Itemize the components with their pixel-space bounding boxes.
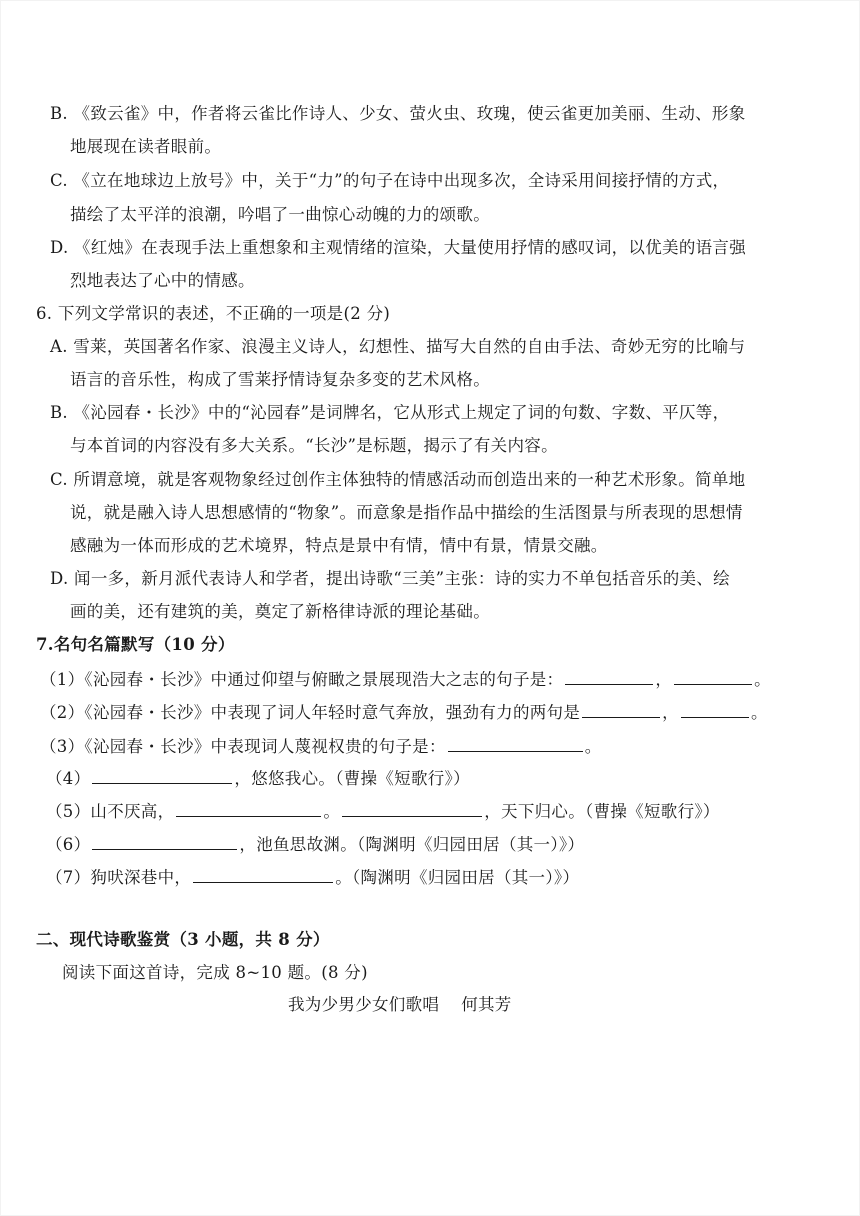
q6-option-a-line2: 语言的音乐性，构成了雪莱抒情诗复杂多变的艺术风格。 <box>70 370 490 389</box>
q6-option-d-line2: 画的美，还有建筑的美，奠定了新格律诗派的理论基础。 <box>70 602 490 621</box>
q7-item-3-end: 。 <box>584 737 602 756</box>
answer-blank[interactable] <box>342 798 482 817</box>
q7-item-2-sep: ， <box>662 703 679 722</box>
answer-blank[interactable] <box>565 666 653 685</box>
q7-item-4 <box>46 765 470 791</box>
q7-item-3 <box>40 733 602 759</box>
q7-item-4-text: （4） <box>46 769 91 788</box>
q5-option-b-line1: B. 《致云雀》中，作者将云雀比作诗人、少女、萤火虫、玫瑰，使云雀更加美丽、生动、形象 <box>50 104 746 123</box>
q7-item-1 <box>40 666 771 692</box>
q5-option-d-line2: 烈地表达了心中的情感。 <box>70 271 255 290</box>
q7-item-1-sep: ， <box>655 670 673 689</box>
poem-author: 何其芳 <box>461 995 512 1014</box>
q7-item-1-text: （1）《沁园春・长沙》中通过仰望与俯瞰之景展现浩大之志的句子是： <box>40 670 564 689</box>
answer-blank[interactable] <box>92 831 237 850</box>
answer-blank[interactable] <box>193 864 333 883</box>
q6-option-c-line2: 说，就是融入诗人思想感情的“物象”。而意象是指作品中描绘的生活图景与所表现的思想情 <box>70 503 743 522</box>
q7-item-2-end: 。 <box>750 703 768 722</box>
q7-item-4-end: ，悠悠我心。（曹操《短歌行》） <box>234 769 470 788</box>
poem-title: 我为少男少女们歌唱 <box>288 995 440 1014</box>
q7-item-3-text: （3）《沁园春・长沙》中表现词人蔑视权贵的句子是： <box>40 737 446 756</box>
q5-option-c-line1: C. 《立在地球边上放号》中，关于“力”的句子在诗中出现多次，全诗采用间接抒情的方式， <box>50 171 730 190</box>
q7-item-2 <box>40 699 768 725</box>
q6-option-c-line1: C. 所谓意境，就是客观物象经过创作主体独特的情感活动而创造出来的一种艺术形象。简单地 <box>50 470 746 489</box>
q7-item-5 <box>46 798 720 824</box>
q6-option-a-line1: A. 雪莱，英国著名作家、浪漫主义诗人，幻想性、描写大自然的自由手法、奇妙无穷的比喻与 <box>50 337 746 356</box>
q7-item-1-end: 。 <box>754 670 771 689</box>
q7-item-5-sep: 。 <box>323 802 341 821</box>
q5-option-d-line1: D. 《红烛》在表现手法上重想象和主观情绪的渲染，大量使用抒情的感叹词，以优美的语言强 <box>50 238 747 257</box>
answer-blank[interactable] <box>681 699 749 718</box>
section-2-instruction: 阅读下面这首诗，完成 8~10 题。(8 分) <box>62 963 368 982</box>
q6-stem: 6. 下列文学常识的表述，不正确的一项是(2 分) <box>36 304 391 323</box>
q6-option-c-line3: 感融为一体而形成的艺术境界，特点是景中有情，情中有景，情景交融。 <box>70 536 608 555</box>
q7-item-6 <box>46 831 584 857</box>
q7-item-5-end: ，天下归心。（曹操《短歌行》） <box>484 802 720 821</box>
q6-option-d-line1: D. 闻一多，新月派代表诗人和学者，提出诗歌“三美”主张：诗的实力不单包括音乐的美、绘 <box>50 569 730 588</box>
section-2-heading: 二、现代诗歌鉴赏（3 小题，共 8 分） <box>36 930 330 949</box>
answer-blank[interactable] <box>92 765 232 784</box>
q6-option-b-line1: B. 《沁园春・长沙》中的“沁园春”是词牌名，它从形式上规定了词的句数、字数、平仄等， <box>50 403 730 422</box>
answer-blank[interactable] <box>176 798 321 817</box>
q7-item-6-text: （6） <box>46 835 91 854</box>
q5-option-c-line2: 描绘了太平洋的浪潮，吟唱了一曲惊心动魄的力的颂歌。 <box>70 205 490 224</box>
q7-item-2-text: （2）《沁园春・长沙》中表现了词人年轻时意气奔放，强劲有力的两句是 <box>40 703 581 722</box>
q6-option-b-line2: 与本首词的内容没有多大关系。“长沙”是标题，揭示了有关内容。 <box>70 436 558 455</box>
q7-item-6-end: ，池鱼思故渊。（陶渊明《归园田居（其一）》） <box>239 835 585 854</box>
answer-blank[interactable] <box>674 666 752 685</box>
q7-item-7-text: （7）狗吠深巷中， <box>46 868 192 887</box>
q7-stem: 7.名句名篇默写（10 分） <box>36 635 235 654</box>
answer-blank[interactable] <box>582 699 660 718</box>
poem-heading <box>288 993 512 1017</box>
q5-option-b-line2: 地展现在读者眼前。 <box>70 137 222 156</box>
answer-blank[interactable] <box>448 733 583 752</box>
q7-item-7-end: 。（陶渊明《归园田居（其一）》） <box>335 868 580 887</box>
q7-item-5-text: （5）山不厌高， <box>46 802 175 821</box>
q7-item-7 <box>46 864 579 890</box>
